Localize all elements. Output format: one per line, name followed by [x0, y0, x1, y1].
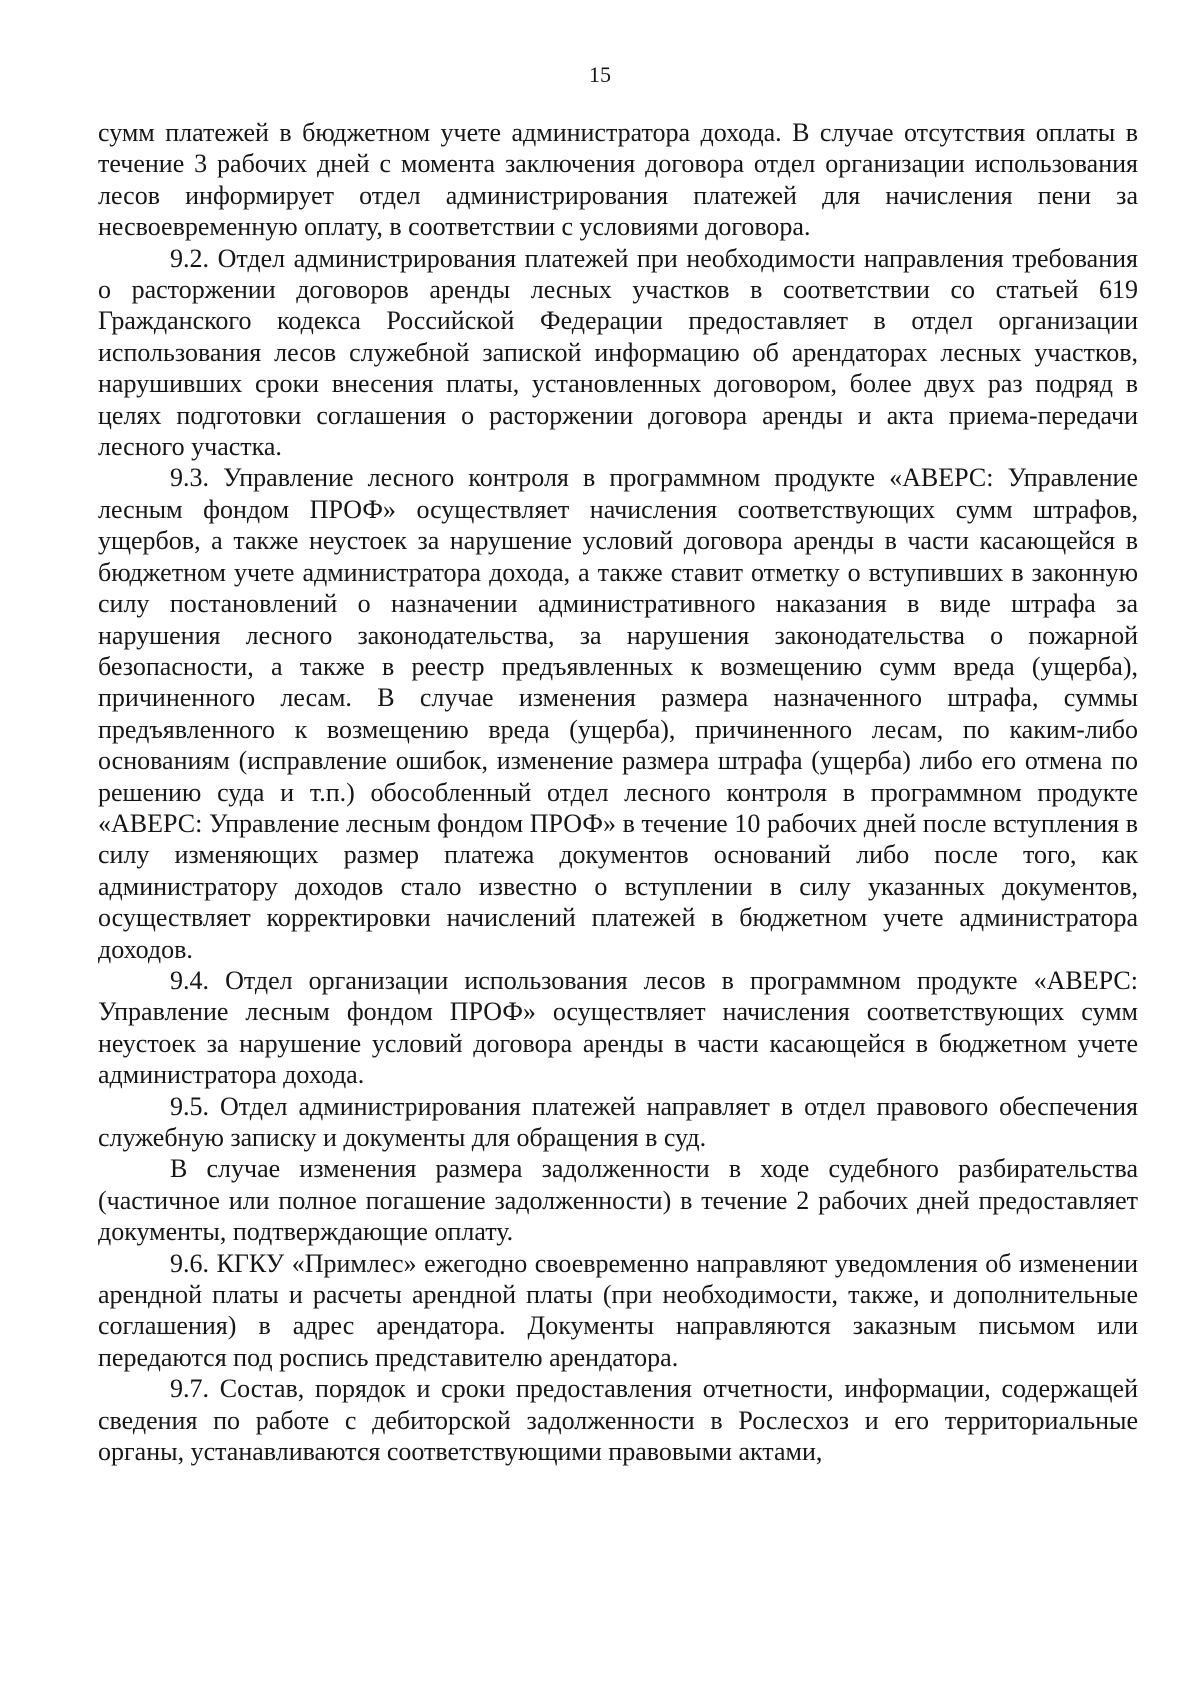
paragraph-9-2: 9.2. Отдел администрирования платежей при необходимости направления требования о расторжении договоров аренды лесных участков в соответствии со статьей 619 Гражданского кодекса Российской Федерации предоставляет в отдел организации использования лесов служебной запиской информацию об арендаторах лесных участков, нарушивших сроки внесения платы, установленных договором, более двух раз подряд в целях подготовки соглашения о расторжении договора аренды и акта приема-передачи лесного участка.: [98, 243, 1138, 462]
paragraph-continuation: сумм платежей в бюджетном учете администратора дохода. В случае отсутствия оплаты в течение 3 рабочих дней с момента заключения договора отдел организации использования лесов информирует отдел администрирования платежей для начисления пени за несвоевременную оплату, в соответствии с условиями договора.: [98, 118, 1138, 242]
paragraph-9-7: 9.7. Состав, порядок и сроки предоставления отчетности, информации, содержащей сведения по работе с дебиторской задолженности в Рослесхоз и его территориальные органы, устанавливаются соответствующими правовыми актами,: [98, 1374, 1138, 1467]
page-number: 15: [589, 62, 611, 87]
paragraph-9-6: 9.6. КГКУ «Примлес» ежегодно своевременно направляют уведомления об изменении арендной платы и расчеты арендной платы (при необходимости, также, и дополнительные соглашения) в адрес арендатора. Документы направляются заказным письмом или передаются под роспись представителю арендатора.: [98, 1248, 1138, 1372]
paragraph-9-5: 9.5. Отдел администрирования платежей направляет в отдел правового обеспечения служебную записку и документы для обращения в суд.: [98, 1091, 1138, 1152]
paragraph-9-4: 9.4. Отдел организации использования лесов в программном продукте «АВЕРС: Управление лесным фондом ПРОФ» осуществляет начисления соответствующих сумм неустоек за нарушение условий договора аренды в части касающейся в бюджетном учете администратора дохода.: [98, 965, 1138, 1090]
body-text: [98, 117, 1138, 1467]
paragraph-9-3: 9.3. Управление лесного контроля в программном продукте «АВЕРС: Управление лесным фондом ПРОФ» осуществляет начисления соответствующих сумм штрафов, ущербов, а также неустоек за нарушение условий договора аренды в части касающейся в бюджетном учете администратора дохода, а также ставит отметку о вступивших в законную силу постановлений о назначении административного наказания в виде штрафа за нарушения лесного законодательства, за нарушения законодательства о пожарной безопасности, а также в реестр предъявленных к возмещению сумм вреда (ущерба), причиненного лесам. В случае изменения размера назначенного штрафа, суммы предъявленного к возмещению вреда (ущерба), причиненного лесам, по каким-либо основаниям (исправление ошибок, изменение размера штрафа (ущерба) либо его отмена по решению суда и т.п.) обособленный отдел лесного контроля в программном продукте «АВЕРС: Управление лесным фондом ПРОФ» в течение 10 рабочих дней после вступления в силу изменяющих размер платежа документов оснований либо после того, как администратору доходов стало известно о вступлении в силу указанных документов, осуществляет корректировки начислений платежей в бюджетном учете администратора доходов.: [98, 463, 1138, 964]
paragraph-9-5-debt-change: В случае изменения размера задолженности в ходе судебного разбирательства (частичное или полное погашение задолженности) в течение 2 рабочих дней предоставляет документы, подтверждающие оплату.: [98, 1154, 1138, 1247]
